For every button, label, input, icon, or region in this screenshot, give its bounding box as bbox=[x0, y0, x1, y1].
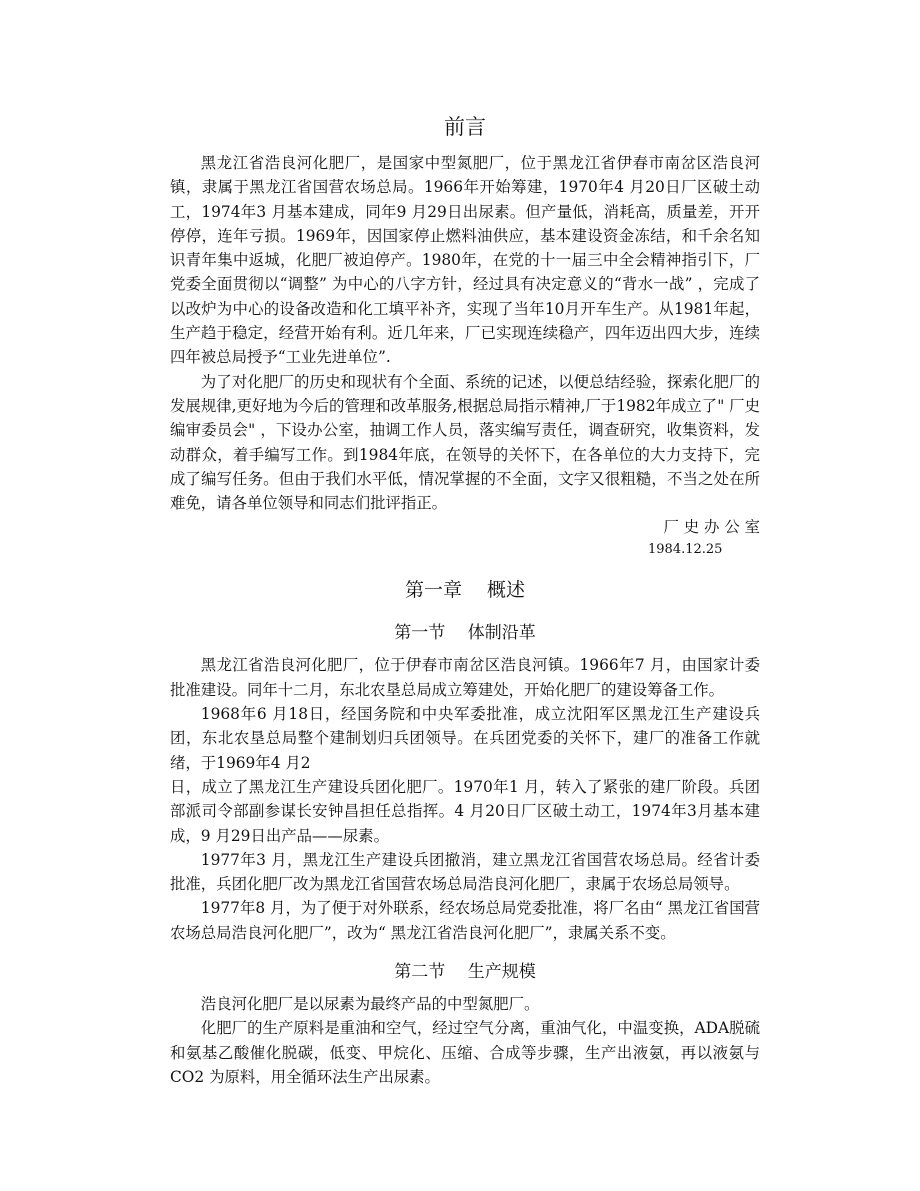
section-1-paragraph-2: 1968年6 月18日，经国务院和中央军委批准，成立沈阳军区黑龙江生产建设兵团，东北农垦总局整个建制划归兵团领导。在兵团党委的关怀下，建厂的准备工作就绪，于1969年4 月2 bbox=[170, 705, 760, 772]
section-1-paragraph-4: 1977年3 月，黑龙江生产建设兵团撤消，建立黑龙江省国营农场总局。经省计委批准，兵团化肥厂改为黑龙江省国营农场总局浩良河化肥厂，隶属于农场总局领导。 bbox=[170, 850, 760, 894]
preface-paragraph-2: 为了对化肥厂的历史和现状有个全面、系统的记述，以便总结经验，探索化肥厂的发展规律,更好地为今后的管理和改革服务,根据总局指示精神,厂于1982年成立了" 厂史编审委员会" ，下设办公室，抽调工作人员，落实编写责任，调查研究，收集资料，发动群众，着手编写工作。到1984年底，在领导的关怀下，在各单位的大力支持下，完成了编写任务。但由于我们水平低，情况掌握的不全面，文字又很粗糙，不当之处在所难免，请各单位领导和同志们批评指正。 bbox=[170, 372, 760, 513]
document-page bbox=[170, 0, 760, 1089]
section-1-paragraph-3: 日，成立了黑龙江生产建设兵团化肥厂。1970年1 月，转入了紧张的建厂阶段。兵团部派司令部副参谋长安钟昌担任总指挥。4 月20日厂区破土动工，1974年3月基本建成，9 月29日出产品——尿素。 bbox=[170, 777, 760, 845]
section-2-title: 第二节 生产规模 bbox=[394, 962, 536, 983]
preface-title: 前言 bbox=[444, 115, 486, 139]
preface-paragraph-1: 黑龙江省浩良河化肥厂，是国家中型氮肥厂，位于黑龙江省伊春市南岔区浩良河镇，隶属于黑龙江省国营农场总局。1966年开始筹建，1970年4 月20日厂区破土动工，1974年3 月基本建成，同年9 月29日出尿素。但产量低，消耗高，质量差，开开停停，连年亏损。1969年，因国家停止燃料油供应，基本建设资金冻结，和千余名知识青年集中返城，化肥厂被迫停产。1980年，在党的十一届三中全会精神指引下，厂党委全面贯彻以“调整” 为中心的八字方针，经过具有决定意义的“背水一战” ，完成了以改炉为中心的设备改造和化工填平补齐，实现了当年10月开车生产。从1981年起，生产趋于稳定，经营开始有利。近几年来，厂已实现连续稳产，四年迈出四大步，连续四年被总局授予“工业先进单位”. bbox=[170, 154, 760, 367]
section-1-title: 第一节 体制沿革 bbox=[394, 623, 536, 644]
section-1-paragraph-5: 1977年8 月，为了便于对外联系，经农场总局党委批准，将厂名由“ 黑龙江省国营农场总局浩良河化肥厂”，改为“ 黑龙江省浩良河化肥厂”，隶属关系不变。 bbox=[170, 899, 760, 942]
section-1-paragraph-1: 黑龙江省浩良河化肥厂，位于伊春市南岔区浩良河镇。1966年7 月，由国家计委批准建设。同年十二月，东北农垦总局成立筹建处，开始化肥厂的建设筹备工作。 bbox=[170, 656, 760, 699]
preface-signature: 厂 史 办 公 室 bbox=[663, 518, 760, 537]
section-2-paragraph-2: 化肥厂的生产原料是重油和空气，经过空气分离，重油气化，中温变换，ADA脱硫和氨基乙酸催化脱碳，低变、甲烷化、压缩、合成等步骤，生产出液氨，再以液氨与CO2 为原料，用全循环法生产出尿素。 bbox=[170, 1019, 760, 1086]
preface-date: 1984.12.25 bbox=[648, 542, 723, 558]
section-2-paragraph-1: 浩良河化肥厂是以尿素为最终产品的中型氮肥厂。 bbox=[200, 995, 540, 1014]
chapter-title: 第一章 概述 bbox=[404, 579, 526, 602]
